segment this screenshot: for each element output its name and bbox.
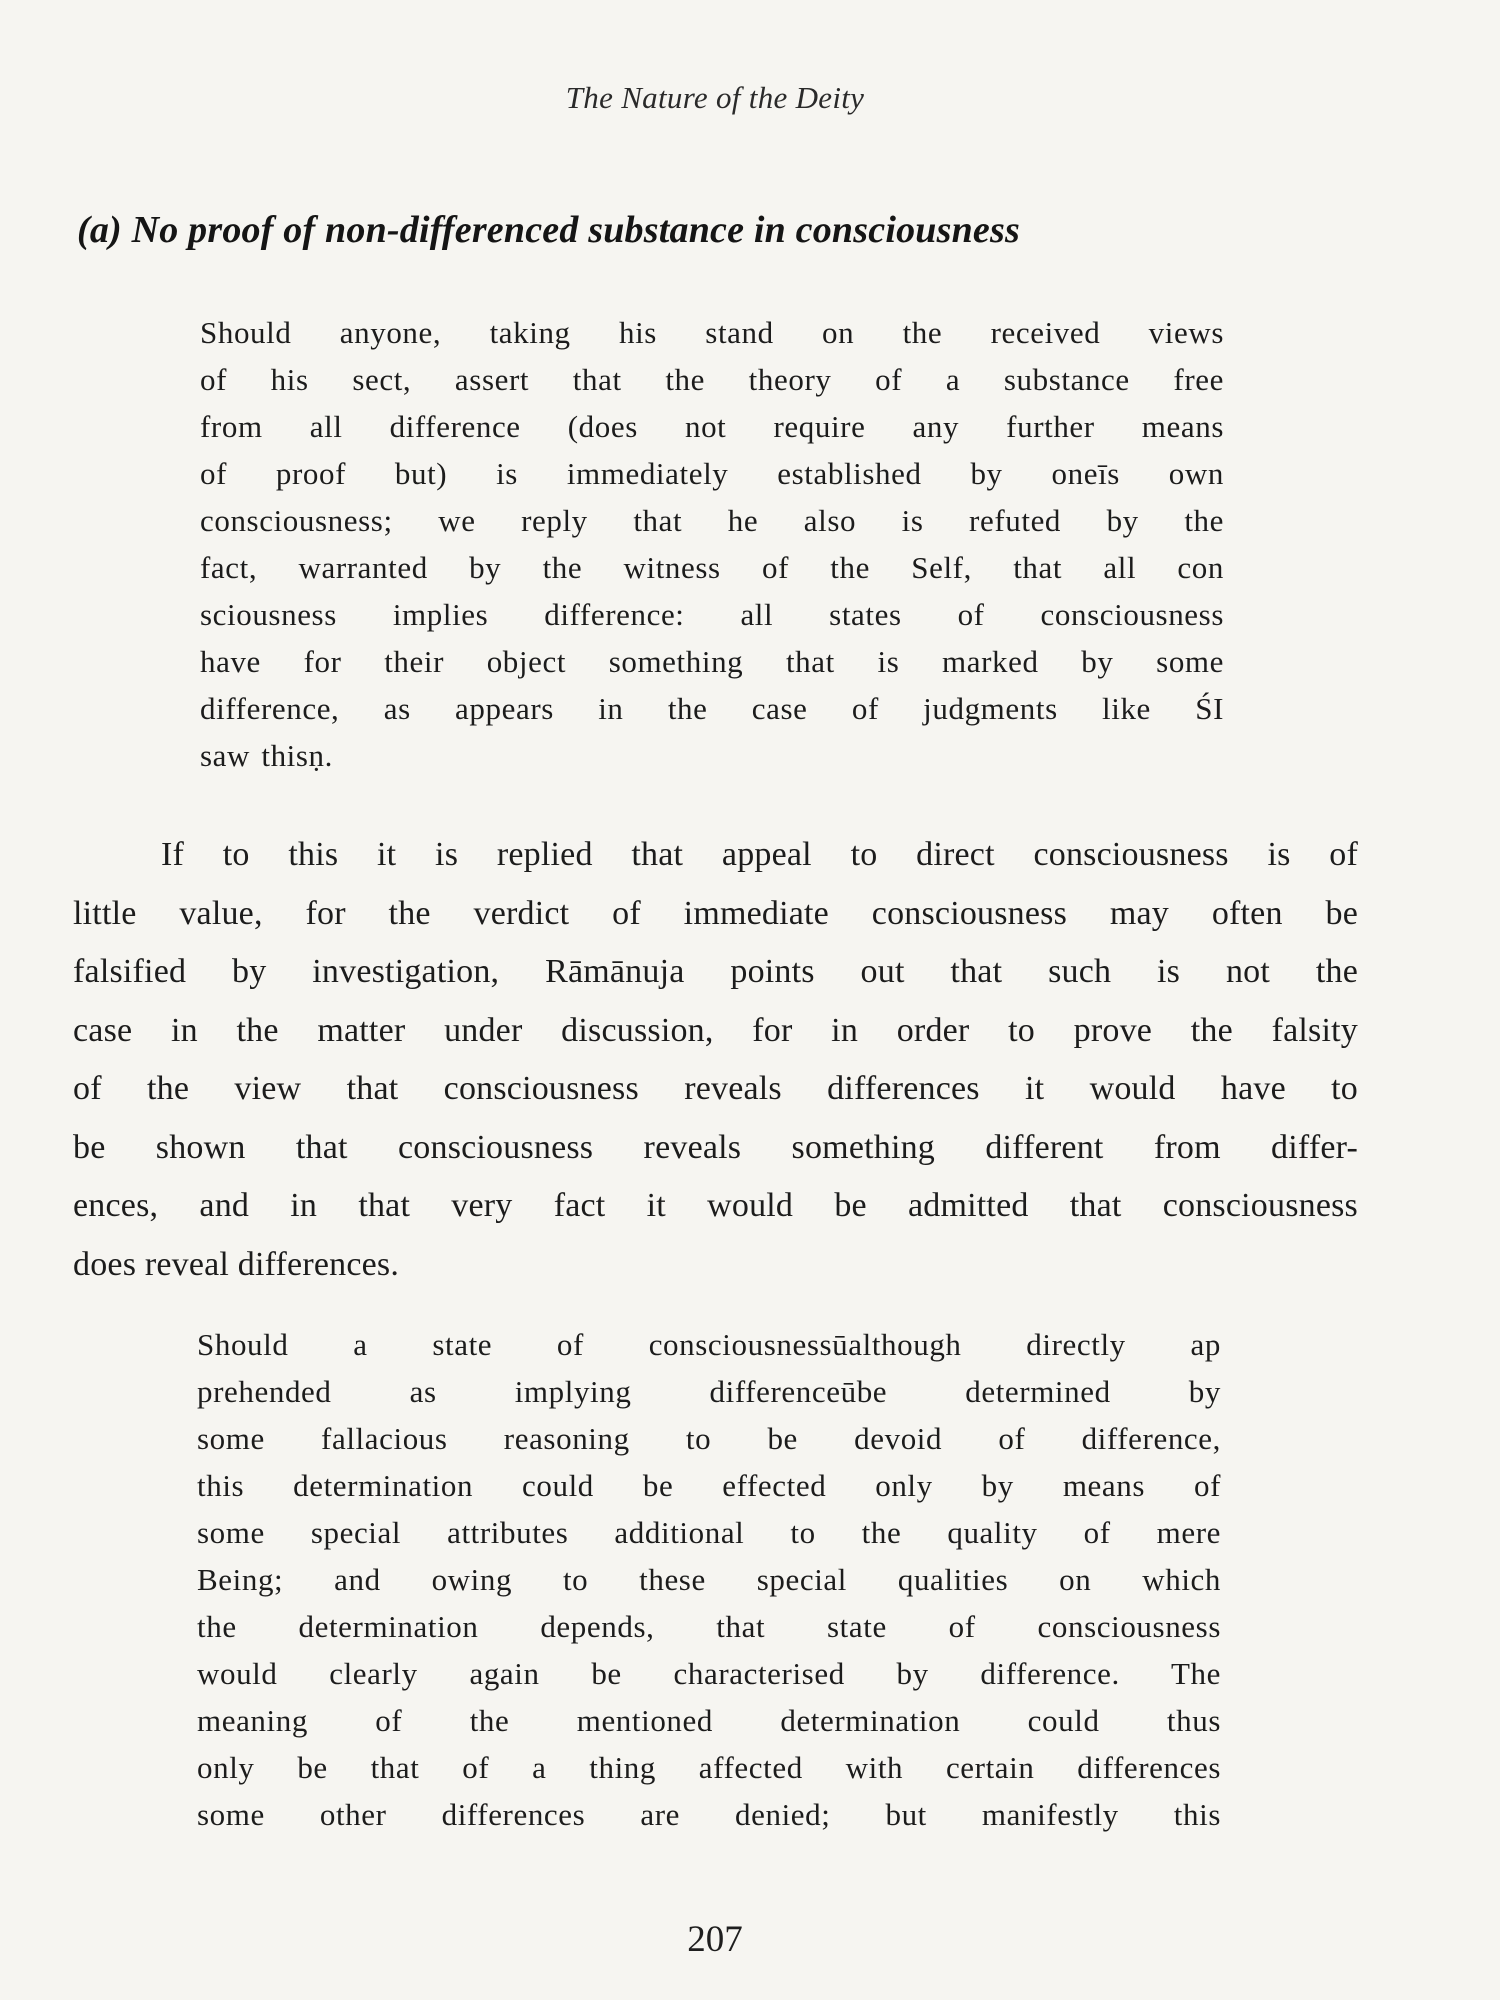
quote-2-line: this determination could be effected only by means of (197, 1468, 1221, 1503)
quote-1-line: consciousness; we reply that he also is refuted by the (200, 503, 1224, 538)
page-number: 207 (687, 1919, 743, 1960)
paragraph-line: falsified by investigation, Rāmānuja points out that such is not the (73, 953, 1358, 990)
quote-2-line: prehended as implying differenceūbe determined by (197, 1374, 1221, 1409)
quote-2-line: some other differences are denied; but manifestly this (197, 1797, 1221, 1832)
quote-2-line: some fallacious reasoning to be devoid of difference, (197, 1421, 1221, 1456)
quote-1-line: saw thisṇ. (200, 738, 333, 773)
quote-1-line: from all difference (does not require any further means (200, 409, 1224, 444)
quote-2-line: Should a state of consciousnessūalthough directly ap (197, 1327, 1221, 1362)
running-head: The Nature of the Deity (565, 80, 865, 115)
quote-1-line: sciousness implies difference: all states of consciousness (200, 597, 1224, 632)
quote-1-line: difference, as appears in the case of judgments like ŚI (200, 691, 1224, 726)
quote-1-line: fact, warranted by the witness of the Self, that all con (200, 550, 1224, 585)
paragraph-line: be shown that consciousness reveals something different from differ- (73, 1128, 1358, 1166)
paragraph-line: does reveal differences. (73, 1245, 400, 1283)
paragraph-line: If to this it is replied that appeal to direct consciousness is of (161, 836, 1358, 873)
paragraph-line: little value, for the verdict of immediate consciousness may often be (73, 894, 1358, 932)
quote-2-line: meaning of the mentioned determination could thus (197, 1703, 1221, 1738)
quote-2-line: Being; and owing to these special qualities on which (197, 1562, 1221, 1597)
quote-2-line: some special attributes additional to the quality of mere (197, 1515, 1221, 1550)
paragraph-line: of the view that consciousness reveals differences it would have to (73, 1070, 1358, 1107)
block-quote-1 (200, 309, 1224, 779)
quote-1-line: of his sect, assert that the theory of a substance free (200, 362, 1224, 397)
quote-1-line: have for their object something that is marked by some (200, 644, 1224, 679)
quote-2-line: would clearly again be characterised by difference. The (197, 1656, 1221, 1691)
block-quote-2 (197, 1321, 1221, 1838)
quote-2-line: the determination depends, that state of consciousness (197, 1609, 1221, 1644)
quote-1-line: Should anyone, taking his stand on the received views (200, 315, 1224, 350)
quote-2-line: only be that of a thing affected with certain differences (197, 1750, 1221, 1785)
paragraph-line: case in the matter under discussion, for in order to prove the falsity (73, 1011, 1358, 1049)
body-paragraph (73, 826, 1358, 1294)
section-heading: (a) No proof of non-differenced substance in consciousness (77, 209, 1020, 251)
quote-1-line: of proof but) is immediately established by oneīs own (200, 456, 1224, 491)
paragraph-line: ences, and in that very fact it would be admitted that consciousness (73, 1187, 1358, 1224)
